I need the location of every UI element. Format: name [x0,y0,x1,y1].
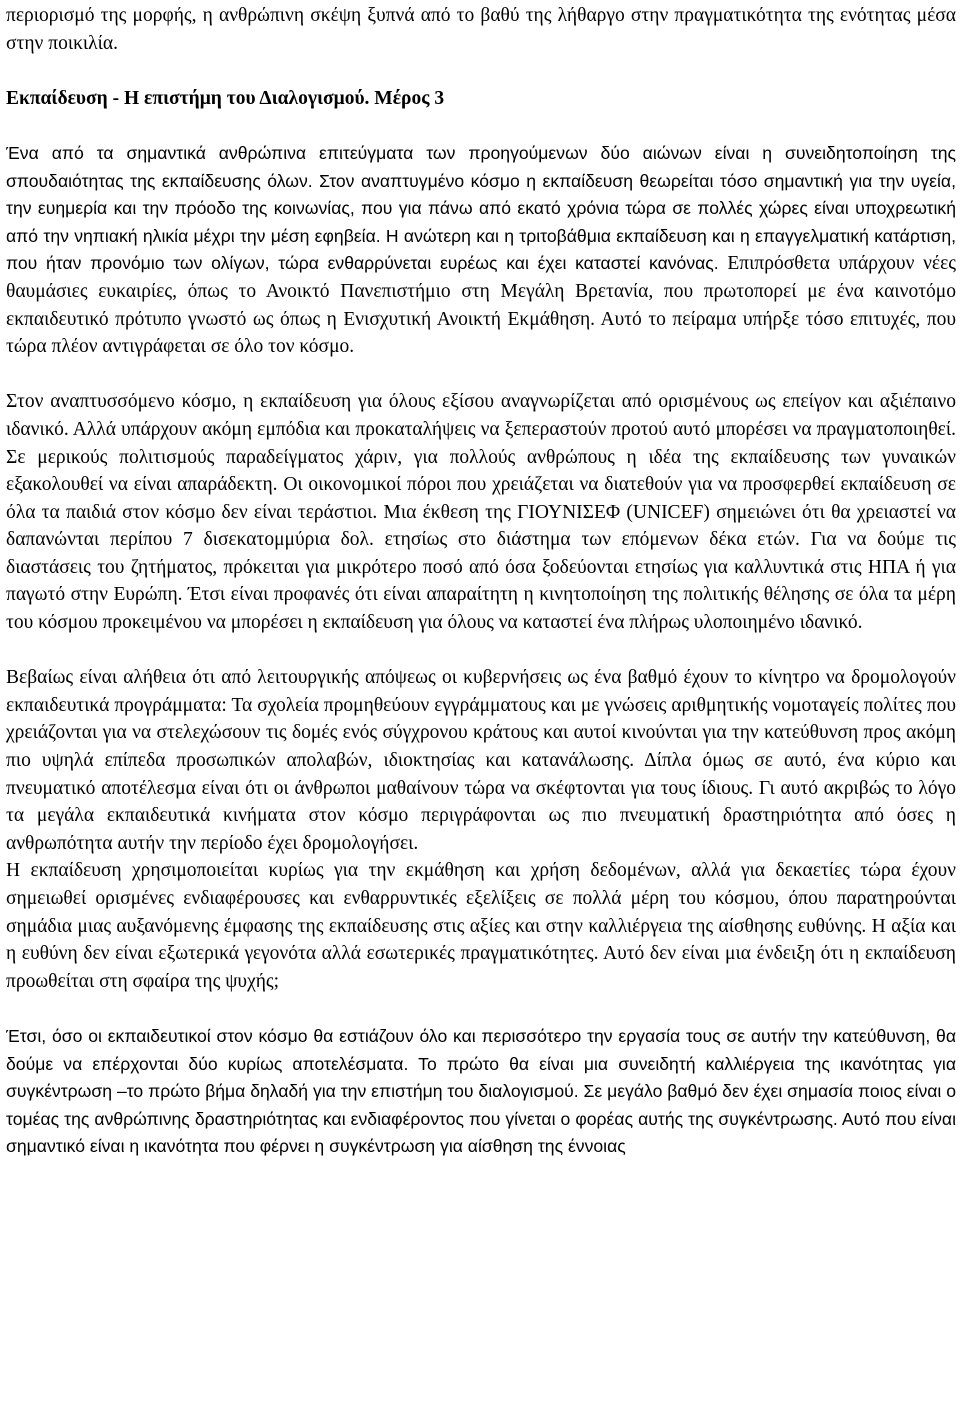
paragraph-1-sans-part: Ένα από τα σημαντικά ανθρώπινα επιτεύγματα των προηγούμενων δύο αιώνων είναι η συνειδητοποίηση της σπουδαιότητας της εκπαίδευσης όλων. Στον αναπτυγμένο κόσμο η εκπαίδευση θεωρείται τόσο σημαντική για την υγεία, την ευημερία και την πρόοδο της κοινωνίας, που για πάνω από εκατό χρόνια τώρα σε πολλές χώρες είναι υποχρεωτική από την νηπιακή ηλικία μέχρι την μέση εφηβεία. Η ανώτερη και η τριτοβάθμια εκπαίδευση και η επαγγελματική κατάρτιση, που ήταν προνόμιο των ολίγων, τώρα ενθαρρύνεται ευρέως και έχει καταστεί κανόνας. [6,142,956,274]
paragraph-5: Έτσι, όσο οι εκπαιδευτικοί στον κόσμο θα εστιάζουν όλο και περισσότερο την εργασία τους σε αυτήν την κατεύθυνση, θα δούμε να επέρχονται δύο κυρίως αποτελέσματα. Το πρώτο θα είναι μια συνειδητή καλλιέργεια της ικανότητας για συγκέντρωση –το πρώτο βήμα δηλαδή για την επιστήμη του διαλογισμού. Σε μεγάλο βαθμό δεν έχει σημασία ποιος είναι ο τομέας της ανθρώπινης δραστηριότητας και ενδιαφέροντος που γίνεται ο φορέας αυτής της συγκέντρωσης. Αυτό που είναι σημαντικό είναι η ικανότητα που φέρνει η συγκέντρωση για αίσθηση της έννοιας [6,1025,956,1157]
paragraph-1 [6,140,956,361]
document-page [6,2,956,1402]
paragraph-3: Βεβαίως είναι αλήθεια ότι από λειτουργικής απόψεως οι κυβερνήσεις ως ένα βαθμό έχουν το κίνητρο να δρομολογούν εκπαιδευτικά προγράμματα: Τα σχολεία προμηθεύουν εγγράμματους και με γνώσεις αριθμητικής νομοταγείς πολίτες που χρειάζονται για να στελεχώσουν τις δομές ενός σύγχρονου κράτους και αυτοί κινούνται για την κατεύθυνση προς ακόμη πιο υψηλά επίπεδα προσωπικών απολαβών, ιδιοκτησίας και κατανάλωσης. Δίπλα όμως σε αυτό, ένα κύριο και πνευματικό αποτέλεσμα είναι ότι οι άνθρωποι μαθαίνουν τώρα να σκέφτονται για τους ίδιους. Γι αυτό ακριβώς το λόγο τα μεγάλα εκπαιδευτικά κινήματα στον κόσμο περιγράφονται ως πιο πνευματική δραστηριότητα από όσες η ανθρωπότητα αυτήν την περίοδο έχει δρομολογήσει. [6,667,956,854]
intro-fragment: περιορισμό της μορφής, η ανθρώπινη σκέψη ξυπνά από το βαθύ της λήθαργο στην πραγματικότητα της ενότητας μέσα στην ποικιλία. [6,5,956,54]
paragraph-2: Στον αναπτυσσόμενο κόσμο, η εκπαίδευση για όλους εξίσου αναγνωρίζεται από ορισμένους ως επείγον και αξιέπαινο ιδανικό. Αλλά υπάρχουν ακόμη εμπόδια και προκαταλήψεις να ξεπεραστούν προτού αυτό μπορέσει να πραγματοποιηθεί. Σε μερικούς πολιτισμούς παραδείγματος χάριν, για πολλούς ανθρώπους η ιδέα της εκπαίδευσης των γυναικών εξακολουθεί να είναι απαράδεκτη. Οι οικονομικοί πόροι που χρειάζεται να διατεθούν για να προσφερθεί εκπαίδευση σε όλα τα παιδιά στον κόσμο δεν είναι τεράστιοι. Μια έκθεση της ΓΙΟΥΝΙΣΕΦ (UNICEF) σημειώνει ότι θα χρειαστεί να δαπανώνται περίπου 7 δισεκατομμύρια δολ. ετησίως στο διάστημα των επόμενων δέκα ετών. Για να δούμε τις διαστάσεις του ζητήματος, πρόκειται για μικρότερο ποσό από όσα ξοδεύονται ετησίως για καλλυντικά στις ΗΠΑ ή για παγωτό στην Ευρώπη. Έτσι είναι προφανές ότι είναι απαραίτητη η κινητοποίηση της πολιτικής θέλησης σε όλα τα μέρη του κόσμου προκειμένου να μπορέσει η εκπαίδευση για όλους να καταστεί ένα πλήρως υλοποιημένο ιδανικό. [6,391,956,634]
section-heading: Εκπαίδευση - Η επιστήμη του Διαλογισμού. Μέρος 3 [6,87,445,109]
paragraph-4: Η εκπαίδευση χρησιμοποιείται κυρίως για την εκμάθηση και χρήση δεδομένων, αλλά για δεκαετίες τώρα έχουν σημειωθεί ορισμένες ενδιαφέρουσες και ενθαρρυντικές εξελίξεις σε πολλά μέρη του κόσμου, όπου παρατηρούνται σημάδια μιας αυξανόμενης έμφασης της εκπαίδευσης στις αξίες και στην καλλιέργεια της αίσθησης ευθύνης. Η αξία και η ευθύνη δεν είναι εξωτερικά γεγονότα αλλά εσωτερικές πραγματικότητες. Αυτό δεν είναι μια ένδειξη ότι η εκπαίδευση προωθείται στη σφαίρα της ψυχής; [6,860,956,992]
paragraph-1-serif-part: Επιπρόσθετα υπάρχουν νέες θαυμάσιες ευκαιρίες, όπως το Ανοικτό Πανεπιστήμιο στη Μεγάλη Βρετανία, που πρωτοπορεί με ένα καινοτόμο εκπαιδευτικό πρότυπο γνωστό ως όπως η Ενισχυτική Ανοικτή Εκμάθηση. Αυτό το πείραμα υπήρξε τόσο επιτυχές, που τώρα πλέον αντιγράφεται σε όλο τον κόσμο. [6,253,956,358]
